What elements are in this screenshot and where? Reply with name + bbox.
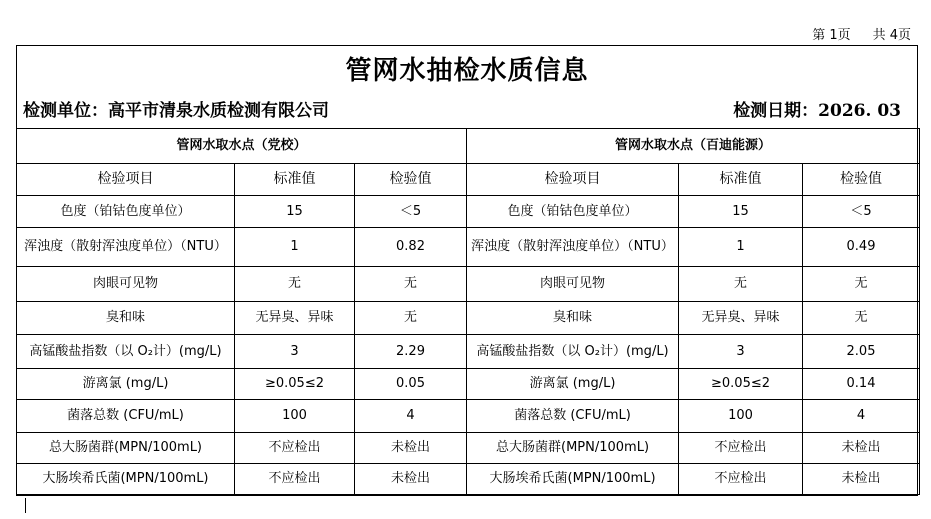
item-cell: 色度（铂钴色度单位） — [467, 196, 679, 228]
item-cell: 大肠埃希氏菌(MPN/100mL) — [17, 464, 235, 495]
section-header-row — [17, 129, 920, 164]
item-cell: 大肠埃希氏菌(MPN/100mL) — [467, 464, 679, 495]
standard-cell: 无 — [235, 267, 355, 302]
info-line — [23, 96, 901, 121]
value-cell: 4 — [803, 400, 920, 433]
value-cell: 无 — [803, 267, 920, 302]
item-cell: 臭和味 — [467, 302, 679, 335]
standard-cell: 3 — [235, 335, 355, 369]
value-cell: 0.49 — [803, 228, 920, 267]
value-cell: 无 — [355, 302, 467, 335]
value-cell: ＜5 — [803, 196, 920, 228]
item-cell: 浑浊度（散射浑浊度单位）（NTU） — [467, 228, 679, 267]
table-row — [17, 369, 920, 400]
table-row — [17, 196, 920, 228]
value-cell: ＜5 — [355, 196, 467, 228]
value-cell: 4 — [355, 400, 467, 433]
standard-cell: 1 — [235, 228, 355, 267]
document-frame — [16, 45, 918, 496]
value-cell: 未检出 — [355, 433, 467, 464]
page-indicator — [812, 24, 911, 43]
standard-cell: 不应检出 — [679, 433, 803, 464]
table-row — [17, 228, 920, 267]
col-value-a: 检验值 — [355, 164, 467, 196]
section-header-a: 管网水取水点（党校） — [17, 129, 467, 164]
standard-cell: 1 — [679, 228, 803, 267]
col-standard-a: 标准值 — [235, 164, 355, 196]
page-total: 共 4页 — [872, 28, 911, 43]
standard-cell: 3 — [679, 335, 803, 369]
item-cell: 总大肠菌群(MPN/100mL) — [17, 433, 235, 464]
column-header-row — [17, 164, 920, 196]
item-cell: 高锰酸盐指数（以 O₂计）(mg/L) — [467, 335, 679, 369]
col-item-b: 检验项目 — [467, 164, 679, 196]
testing-date: 检测日期：2026. 03 — [733, 101, 901, 121]
table-row — [17, 335, 920, 369]
value-cell: 未检出 — [803, 464, 920, 495]
value-cell: 无 — [355, 267, 467, 302]
standard-cell: 无 — [679, 267, 803, 302]
item-cell: 肉眼可见物 — [467, 267, 679, 302]
item-cell: 游离氯 (mg/L) — [17, 369, 235, 400]
testing-unit: 检测单位：高平市清泉水质检测有限公司 — [23, 101, 329, 121]
item-cell: 色度（铂钴色度单位） — [17, 196, 235, 228]
document-title: 管网水抽检水质信息 — [345, 56, 589, 86]
item-cell: 浑浊度（散射浑浊度单位）（NTU） — [17, 228, 235, 267]
value-cell: 0.05 — [355, 369, 467, 400]
table-row — [17, 302, 920, 335]
col-item-a: 检验项目 — [17, 164, 235, 196]
item-cell: 高锰酸盐指数（以 O₂计）(mg/L) — [17, 335, 235, 369]
value-cell: 0.14 — [803, 369, 920, 400]
item-cell: 菌落总数 (CFU/mL) — [17, 400, 235, 433]
standard-cell: 15 — [679, 196, 803, 228]
standard-cell: 无异臭、异味 — [679, 302, 803, 335]
standard-cell: ≥0.05≤2 — [679, 369, 803, 400]
item-cell: 总大肠菌群(MPN/100mL) — [467, 433, 679, 464]
standard-cell: 100 — [679, 400, 803, 433]
table-row — [17, 400, 920, 433]
value-cell: 未检出 — [355, 464, 467, 495]
section-header-b: 管网水取水点（百迪能源） — [467, 129, 920, 164]
table-row — [17, 267, 920, 302]
standard-cell: 不应检出 — [679, 464, 803, 495]
col-value-b: 检验值 — [803, 164, 920, 196]
col-standard-b: 标准值 — [679, 164, 803, 196]
page-number: 第 1页 — [812, 28, 851, 43]
water-quality-table — [16, 128, 920, 495]
table-row — [17, 433, 920, 464]
value-cell: 2.05 — [803, 335, 920, 369]
value-cell: 2.29 — [355, 335, 467, 369]
item-cell: 菌落总数 (CFU/mL) — [467, 400, 679, 433]
standard-cell: 无异臭、异味 — [235, 302, 355, 335]
standard-cell: ≥0.05≤2 — [235, 369, 355, 400]
value-cell: 0.82 — [355, 228, 467, 267]
standard-cell: 15 — [235, 196, 355, 228]
standard-cell: 不应检出 — [235, 433, 355, 464]
item-cell: 游离氯 (mg/L) — [467, 369, 679, 400]
value-cell: 未检出 — [803, 433, 920, 464]
table-row — [17, 464, 920, 495]
item-cell: 肉眼可见物 — [17, 267, 235, 302]
item-cell: 臭和味 — [17, 302, 235, 335]
standard-cell: 不应检出 — [235, 464, 355, 495]
standard-cell: 100 — [235, 400, 355, 433]
value-cell: 无 — [803, 302, 920, 335]
text-cursor[interactable] — [25, 498, 26, 513]
